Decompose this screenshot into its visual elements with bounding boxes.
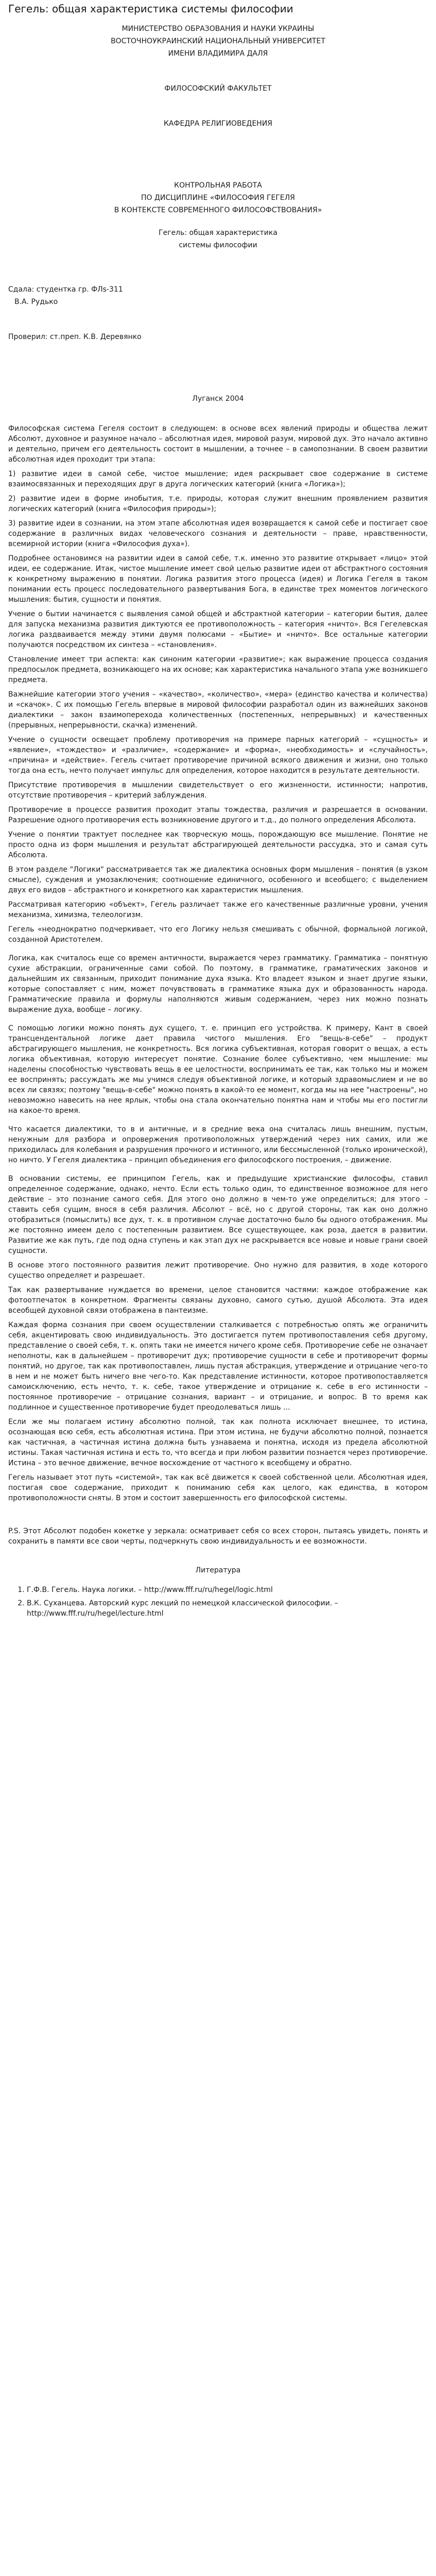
body-paragraph: Что касается диалектики, то в и античные, и в средние века она считалась лишь внешним, пустым, ненужным для разбора и опровержения противоположных утверждений через них самих, или же приходилась для колебания и разрушения прочного и истинного, или бессмысленной (только иронической), но ничто. У Гегеля диалектика – принцип объединения его философского построения, – движение. [8,1125,428,1164]
submitted-line: Сдала: студентка гр. ФЛs-311 [8,285,123,294]
discipline-cont-line: В КОНТЕКСТЕ СОВРЕМЕННОГО ФИЛОСОФСТВОВАНИЯ» [114,206,322,214]
faculty-line: ФИЛОСОФСКИЙ ФАКУЛЬТЕТ [164,84,272,93]
body-paragraph: Важнейшие категории этого учения – «качество», «количество», «мера» (единство качества и количества) и «скачок». С их помощью Гегель впервые в мировой философии разработал один из важнейших законов диалектики – закон взаимоперехода количественных (постепенных, непрерывных) и качественных (прерывных, непрерывности, скачка) изменений. [8,690,428,730]
topic-line-2: системы философии [179,241,257,249]
literature-item: 1. Г.Ф.В. Гегель. Наука логики. – http://www.fff.ru/ru/hegel/logic.html [27,1585,428,1595]
work-type-line: КОНТРОЛЬНАЯ РАБОТА [174,181,262,190]
department-line: КАФЕДРА РЕЛИГИОВЕДЕНИЯ [163,120,273,128]
literature-list [8,1585,428,1619]
topic-line-1: Гегель: общая характеристика [159,229,277,237]
body-paragraph: В основе этого постоянного развития лежит противоречие. Оно нужно для развития, в ходе которого существо определяет и разрешает. [8,1261,428,1280]
body-paragraph: Гегель «неоднократно подчеркивает, что его Логику нельзя смешивать с обычной, формальной логикой, созданной Аристотелем. [8,925,428,944]
body-paragraph: Если же мы полагаем истину абсолютно полной, так как полнота исключает внешнее, то истина, осознающая всю себя, есть абсолютная истина. При этом истина, не будучи абсолютно полной, познается как частичная, а частичная истина должна быть узнаваема и понятна, исходя из предела абсолютной истины. Такая частичная истина и есть то, что всегда и при любом развитии познается через противоречие. Истина – это вечное движение, вечное восхождение от частного к всеобщему и обратно. [8,1418,428,1467]
body-text [8,423,428,1503]
body-paragraph: Философская система Гегеля состоит в следующем: в основе всех явлений природы и общества лежит Абсолют, духовное и разумное начало – абсолютная идея, мировой разум, мировой дух. Это начало активно и деятельно, причем его деятельность состоит в мышлении, а точнее – в самопознании. В своем развитии абсолютная идея проходит три этапа: [8,425,428,464]
body-paragraph: Противоречие в процессе развития проходит этапы тождества, различия и разрешается в основании. Разрешение одного противоречия есть возникновение другого и т.д., до полного определения Абсолюта. [8,806,428,824]
checked-line: Проверил: ст.преп. К.В. Деревянко [8,333,142,341]
city-year-line: Луганск 2004 [192,395,244,403]
literature-item: 2. В.К. Суханцева. Авторский курс лекций по немецкой классической философии. – http://www.fff.ru/ru/hegel/lecture.html [27,1598,428,1619]
body-paragraph: Так как развертывание нуждается во времени, целое становится частями: каждое отображение как фотоотпечаток в конкретном. Фрагменты связаны духовно, самого сутью, душой Абсолюта. Эта идея всеобщей духовной связи отображена в пантеизме. [8,1286,428,1315]
discipline-line: ПО ДИСЦИПЛИНЕ «ФИЛОСОФИЯ ГЕГЕЛЯ [141,194,295,202]
ministry-line: МИНИСТЕРСТВО ОБРАЗОВАНИЯ И НАУКИ УКРАИНЫ [121,25,315,33]
ps-paragraph: P.S. Этот Абсолют подобен кокетке у зеркала: осматривает себя со всех сторон, пытаясь увидеть, понять и сохранить в памяти все свои черты, подчеркнуть свою индивидуальность и ее возможности. [8,1527,428,1546]
document-title: Гегель: общая характеристика системы философии [8,3,293,15]
body-paragraph: 3) развитие идеи в сознании, на этом этапе абсолютная идея возвращается к самой себе и постигает свое содержание в различных видах человеческого сознания и деятельности – праве, нравственности, всемирной истории (книга «Философия духа»). [8,519,428,548]
body-paragraph: Учение о сущности освещает проблему противоречия на примере парных категорий – «сущность» и «явление», «тождество» и «различие», «содержание» и «форма», «необходимость» и «случайность», «причина» и «действие». Гегель считает противоречие причиной всякого движения и жизни, оно только тогда она есть, нечто получает импульс для определения, которое находится в результате деятельности. [8,736,428,775]
body-paragraph: Подробнее остановимся на развитии идеи в самой себе, т.к. именно это развитие открывает «лицо» этой идеи, ее содержание. Итак, чистое мышление имеет свой целью развитие идеи от абстрактного состояния к конкретному выражению в понятии. Логика развития этого процесса (идея) и Логика Гегеля в таком понимании есть процесс последовательного развертывания Бога, в единстве трех моментов логического мышления: бытия, сущности и понятия. [8,554,428,604]
body-paragraph: Рассматривая категорию «объект», Гегель различает также его качественные различные уровни, учения механизма, химизма, телеологизм. [8,901,428,919]
body-paragraph: В этом разделе "Логики" рассматривается так же диалектика основных форм мышления – понятия (в узком смысле), суждения и умозаключения; соотношение единичного, особенного и всеобщего; с выделением двух его видов – абстрактного и конкретного как характеристик мышления. [8,866,428,894]
body-paragraph: Гегель называет этот путь «системой», так как всё движется к своей собственной цели. Абсолютная идея, постигая свое содержание, приходит к пониманию себя как целого, как единства, в котором противоположности сняты. В этом и состоит завершенность его философской системы. [8,1473,428,1502]
body-paragraph: Каждая форма сознания при своем осуществлении сталкивается с потребностью опять же ограничить себя, акцентировать свою индивидуальность. Это достигается путем противопоставления себя другому, представление о своей себя, т. к. опять таки не имеется ничего кроме себя. Противоречие себе не означает неполноты, как в дальнейшем – противоречит дух; противоречие сущности в себе и противоречит формы понятий, но другое, так как противопоставлен, лишь пустая абстракция, утверждение и отрицание чего-то в нем и не может быть ничего вне чего-то. Как представление истинности, которое противопоставляется самоисключению, есть нечто, т. к. себе, такое утверждение и отрицание к. себе в его истинности – постоянное противоречие – отрицание сознания, вариант – и отрицание, и вопрос. В то время как подлинное и существенное противоречие будет преодолеваться лишь ... [8,1321,428,1412]
body-paragraph: Логика, как считалось еще со времен античности, выражается через грамматику. Грамматика – понятную сухие абстракции, ограниченные сами собой. По поэтому, в грамматике, граматических законов и дальнейшим их связанным, приходит понимание духа языка. Кто владеет языком и знает другие языки, которые сопоставляет с ним, может почувствовать в грамматике языка дух и образованность народа. Грамматические правила и формулы наполняются живым содержанием, через них можно познать выражение духа, вообще – логику. [8,954,428,1014]
body-paragraph: 1) развитие идеи в самой себе, чистое мышление; идея раскрывает свое содержание в системе взаимосвязанных и переходящих друг в друга логических категорий (книга «Логика»); [8,470,428,488]
student-line: В.А. Рудько [14,298,58,306]
body-paragraph: 2) развитие идеи в форме инобытия, т.е. природы, которая служит внешним проявлением развития логических категорий (книга «Философия природы»); [8,495,428,513]
literature-title: Литература [195,1566,241,1574]
body-paragraph: Учение о понятии трактует последнее как творческую мощь, порождающую все мышление. Понятие не просто одна из форм мышления и результат абстрагирующей деятельности рассудка, это и самая суть Абсолюта. [8,831,428,859]
university-name-line: ИМЕНИ ВЛАДИМИРА ДАЛЯ [168,49,268,58]
body-paragraph: Учение о бытии начинается с выявления самой общей и абстрактной категории – категории бытия, далее для запуска механизма развития диктуются ее противоположность – категория «ничто». Вся Гегелевская логика раздваивается между этими двумя полюсами – «Бытие» и «ничто». Все остальные категории получаются посредством их синтеза – «становления». [8,610,428,649]
body-paragraph: В основании системы, ее принципом Гегель, как и предыдущие христианские философы, ставил определенное содержание, однако, нечто. Если есть только один, то единственное возможное для него действие – это познание самого себя. Для этого оно должно в чем-то уже определиться; для этого – ставить себя сущим, внося в себя различия. Абсолют – всё, но с другой стороны, так как оно должно отобразиться (помыслить) все дух, т. к. в противном случае достаточно было бы одного отображения. Мы же постоянно имеем дело с постепенным развитием. Все существующее, как роза, дается в развитии. Развитие же как путь, где под одна ступень и как этап дух не раскрывается все новые и новые грани своей сущности. [8,1175,428,1255]
title-page [8,23,428,405]
body-paragraph: Присутствие противоречия в мышлении свидетельствует о его жизненности, истинности; напротив, отсутствие противоречия – критерий заблуждения. [8,781,428,800]
body-paragraph: Становление имеет три аспекта: как синоним категории «развитие»; как выражение процесса создания предпосылок предмета, возникающего на их основе; как характеристика начального этапа уже возникшего предмета. [8,655,428,684]
body-paragraph: С помощью логики можно понять дух сущего, т. е. принцип его устройства. К примеру, Кант в своей трансцендентальной логике дает правила чистого мышления. Его "вещь-в-себе" – продукт абстрагирующего мышления, не конкретность. Вся логика субъективная, которая говорит о вещах, а есть логика объективная, которую интересует понятие. Сознание более субъективно, чем мышление: мы наделены способностью чувствовать вещь в ее целостности, воспринимать ее так, как только мы и можем ее воспринять; рассуждать же мы учимся следуя объективной логике, и который здравомыслием и не во всех ли связях; поэтому "вещь-в-себе" можно понять в какой-то ее момент, когда мы на нее "настроены", но невозможно навесить на нее ярлык, чтобы она стала окончательно понятна нам и чтобы мы его постигли на какое-то время. [8,1024,428,1115]
university-line: ВОСТОЧНОУКРАИНСКИЙ НАЦИОНАЛЬНЫЙ УНИВЕРСИТЕТ [111,37,325,45]
